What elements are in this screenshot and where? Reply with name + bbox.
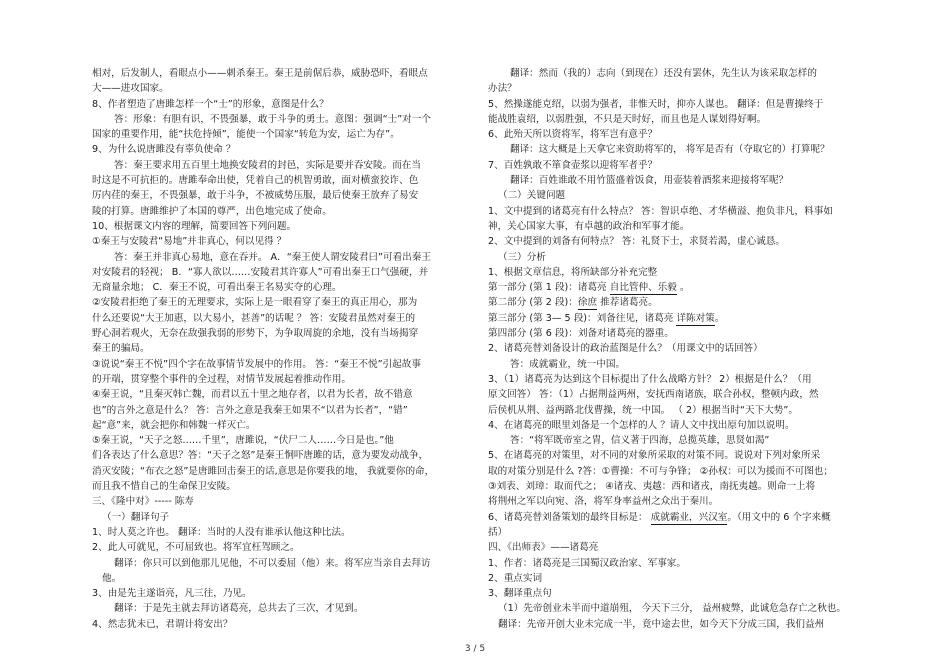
text-line: 的开端，贯穿整个事件的全过程，对情节发展起着推动作用。 bbox=[92, 373, 352, 385]
question-heading: 5、然操遂能克绍，以弱为强者，非惟天时，抑亦人谋也。 翻译：但是曹操终于 bbox=[488, 98, 824, 110]
section-heading: 三、《隆中对》----- 陈寿 bbox=[92, 496, 194, 508]
underlined-answer: 徐庶 bbox=[577, 297, 598, 309]
answer-line: 答：形象：有胆有识，不畏强暴，敢于斗争的勇士。意图：强调“士”对一个 bbox=[114, 113, 431, 125]
answer-line: 翻译：百姓谁敢不用竹篮盛着饭食，用壶装着酒浆来迎接将军呢？ bbox=[510, 175, 789, 187]
period: 。 bbox=[714, 312, 725, 324]
answer-line: 答：成就霸业，统一中国。 bbox=[510, 358, 626, 370]
text-line: 们各表达了什么意思？答：“天子之怒”是秦王恫吓唐雎的话，意为要发动战争， bbox=[92, 450, 429, 462]
left-column bbox=[92, 66, 472, 632]
question-heading: 1、时人莫之许也。 翻译：当时的人没有谁承认他这种比法。 bbox=[92, 526, 351, 538]
text-line: 时这是不可抗拒的。唐雎奉命出使，凭着自己的机智勇敢，面对横蛮狡诈、色 bbox=[92, 175, 419, 187]
question-heading: 2、文中提到的刘备有何特点？ 答：礼贤下士，求贤若渴，虚心诚恳。 bbox=[488, 236, 785, 248]
page-number: 3 / 5 bbox=[464, 644, 486, 654]
sub-question: ①秦王与安陵君“易地”并非真心，何以见得 ？ bbox=[92, 236, 287, 248]
question-heading: 3、翻译重点句 bbox=[488, 588, 552, 600]
question-heading: 9、为什么说唐雎没有辜负使命 ？ bbox=[92, 144, 236, 156]
text-line: 消灭安陵；“布衣之怒”是唐雎回击秦王的话,意思是你要我的地， 我就要你的命， bbox=[92, 465, 435, 477]
text-line: 神，关心国家大事，有卓越的政治和军事才能。 bbox=[488, 220, 690, 232]
goal-line bbox=[488, 510, 860, 525]
goal-rest: 。（用文中的 6 个字来概 bbox=[727, 511, 831, 523]
answer-line: 翻译：先帝开创大业未完成一半，竟中途去世，如今天下分成三国，我们益州 bbox=[498, 618, 825, 630]
answer-line: 答：秦王并非真心易地，意在吞并。 A．“秦王使人谓安陵君曰”可看出秦王 bbox=[114, 251, 431, 263]
answer-line: 翻译：于是先主就去拜访诸葛亮，总共去了三次，才见到。 bbox=[114, 603, 364, 615]
text-line: 秦王的骗局。 bbox=[92, 343, 150, 355]
question-heading: 3、由是先主遂诣亮，凡三往，乃见。 bbox=[92, 588, 252, 600]
text-line: 将荆州之军以向宛、洛，将军身率益州之众出于秦川。 bbox=[488, 496, 719, 508]
sub-question: ⑤秦王说，“天子之怒……千里”，唐雎说，“伏尸二人……今日是也。”他 bbox=[92, 435, 394, 447]
right-column bbox=[488, 66, 860, 632]
text-line: 原文回答） 答：（1）占据荆益两州，安抚西南诸族，联合孙权，整顿内政，然 bbox=[488, 389, 819, 401]
question-heading: 1、作者：诸葛亮是三国蜀汉政治家、军事家。 bbox=[488, 557, 686, 569]
question-heading: 4、在诸葛亮的眼里刘备是一个怎样的人 ？请人文中找出原句加以说明。 bbox=[488, 419, 795, 431]
text-line: 能战胜袁绍，以弱胜强，不只是天时好，而且也是人谋划得好啊。 bbox=[488, 113, 767, 125]
question-heading: 3、（1）诸葛亮为达到这个目标提出了什么战略方针？ 2）根据是什么？（用 bbox=[488, 373, 812, 385]
text-line: 后侯机从荆、益两路北伐曹操，统一中国。 （ 2）根据当时“天下大势”。 bbox=[488, 404, 798, 416]
text-line: 大——进攻国家。 bbox=[92, 83, 169, 95]
text-line: 括） bbox=[488, 526, 508, 538]
goal-label: 6、诸葛亮替刘备策划的最终目标是： bbox=[488, 511, 651, 523]
subsection-heading: （一）翻译句子 bbox=[102, 511, 170, 523]
text-line: 野心洞若观火，无奈在敌强我弱的形势下，为争取周旋的余地，没有当场揭穿 bbox=[92, 328, 419, 340]
text-line: 无商量余地； C．秦王不说，可看出秦王名易实夺的心理。 bbox=[92, 282, 342, 294]
subsection-heading: （三）分析 bbox=[498, 251, 546, 263]
text-line: 起“意”来，就会把你和韩魏一样灭亡。 bbox=[92, 419, 256, 431]
text-line: 他。 bbox=[102, 572, 122, 584]
question-heading: 1、根据文章信息，将所缺部分补充完整 bbox=[488, 266, 658, 278]
answer-line: 答：“将军既帝室之胄，信义著于四海，总揽英雄，思贤如渴” bbox=[510, 435, 770, 447]
text-line: 相对，后发制人，看眼点小——刺杀秦王。秦王是前倨后恭，威胁恐吓，看眼点 bbox=[92, 68, 428, 79]
text-line: 取的对策分别是什么 ?答：①曹操：不可与争锋； ②孙权：可以为援而不可图也； bbox=[488, 465, 833, 477]
question-heading: 2、诸葛亮替刘备设计的政治蓝图是什么？（用课文中的话回答） bbox=[488, 343, 763, 355]
text-line: 陵的打算。唐雎维护了本国的尊严，出色地完成了使命。 bbox=[92, 205, 332, 217]
question-heading: 2、此人可就见，不可屈致也。将军宜枉驾顾之。 bbox=[92, 542, 300, 554]
sub-question: ④秦王说，“且秦灭韩亡魏，而君以五十里之地存者，以君为长者，故不错意 bbox=[92, 389, 413, 401]
subsection-heading: （二）关键问题 bbox=[498, 190, 566, 202]
text-line: ③刘表、刘璋：取而代之； ④诸戎、夷越：西和诸戎，南抚夷越。则命一上将 bbox=[488, 481, 816, 493]
sub-question: ③说说“秦王不悦”四个字在故事情节发展中的作用。 答：“秦王不悦”引起故事 bbox=[92, 358, 421, 370]
text-line: （1）先帝创业未半而中道崩殂， 今天下三分， 益州疲弊，此诚危急存亡之秋也。 bbox=[498, 603, 846, 615]
part-line: 第四部分 (第 6 段)：刘备对诸葛亮的器重。 bbox=[488, 328, 674, 340]
part-line bbox=[488, 280, 860, 295]
part-rest: 推荐诸葛亮。 bbox=[597, 297, 658, 309]
part-label: 第二部分 (第 2 段)： bbox=[488, 297, 578, 309]
part-label: 第三部分 (第 3— 5 段)：刘备往见，诸葛亮 bbox=[488, 312, 677, 324]
question-heading: 1、文中提到的诸葛亮有什么特点？ 答：智识卓绝、才华横溢、抱负非凡，料事如 bbox=[488, 205, 833, 217]
text-line: 什么还要说“大王加惠，以大易小，甚善”的话呢 ？ 答：安陵君虽然对秦王的 bbox=[92, 312, 416, 324]
part-line bbox=[488, 311, 860, 326]
question-heading: 2、重点实词 bbox=[488, 572, 543, 584]
text-line: 对安陵君的轻视； B．“寡人欲以……安陵君其许寡人”可看出秦王口气强硬，并 bbox=[92, 266, 429, 278]
section-heading: 四、《出师表》——诸葛亮 bbox=[488, 542, 599, 554]
question-heading: 10、根据课文内容的理解，简要回答下列问题。 bbox=[92, 220, 297, 232]
text-line: 国家的重要作用，能“扶危持倾”，能使一个国家“转危为安，运亡为存”。 bbox=[92, 129, 400, 141]
question-heading: 7、百姓孰敢不箪食壶浆以迎将军者乎？ bbox=[488, 159, 658, 171]
text-line: 也”的言外之意是什么？ 答：言外之意是我秦王如果不“以君为长者”，“错” bbox=[92, 404, 408, 416]
underlined-answer: 自比管仲、乐毅 bbox=[609, 282, 677, 294]
part-label: 第一部分 (第 1 段)：诸葛亮 bbox=[488, 282, 610, 294]
question-heading: 8、作者塑造了唐雎怎样一个“士”的形象，意图是什么？ bbox=[92, 98, 329, 110]
question-heading: 4、然志犹未已，君谓计将安出？ bbox=[92, 618, 233, 630]
question-heading: 6、此殆天所以资将军，将军岂有意乎？ bbox=[488, 129, 658, 141]
answer-line: 翻译：这大概是上天拿它来资助将军的， 将军是否有（夺取它的）打算呢？ bbox=[510, 144, 830, 156]
answer-line: 答：秦王要求用五百里土地换安陵君的封邑，实际是要并吞安陵。而在当 bbox=[114, 159, 421, 171]
text-line: 而且我不惜自己的生命保卫安陵。 bbox=[92, 481, 236, 493]
answer-line: 翻译：你只可以到他那儿见他，不可以委屈（他）来。将军应当亲自去拜访 bbox=[114, 557, 431, 569]
part-line bbox=[488, 295, 860, 310]
underlined-answer: 详陈对策 bbox=[676, 312, 715, 324]
answer-line: 翻译：然而（我的）志向（到现在）还没有罢休，先生认为该采取怎样的 bbox=[510, 68, 817, 79]
question-heading: 5、在诸葛亮的对策里，对不同的对象所采取的对策不同。说说对下列对象所采 bbox=[488, 450, 821, 462]
text-line: 厉内荏的秦王，不畏强暴，敢于斗争，不被威势压服，最后使秦王放弃了易安 bbox=[92, 190, 419, 202]
sub-question: ②安陵君拒绝了秦王的无理要求，实际上是一眼看穿了秦王的真正用心，那为 bbox=[92, 297, 418, 309]
underlined-answer: 成就霸业，兴汉室 bbox=[650, 511, 728, 523]
text-line: 办法？ bbox=[488, 83, 517, 95]
period: 。 bbox=[676, 282, 690, 294]
